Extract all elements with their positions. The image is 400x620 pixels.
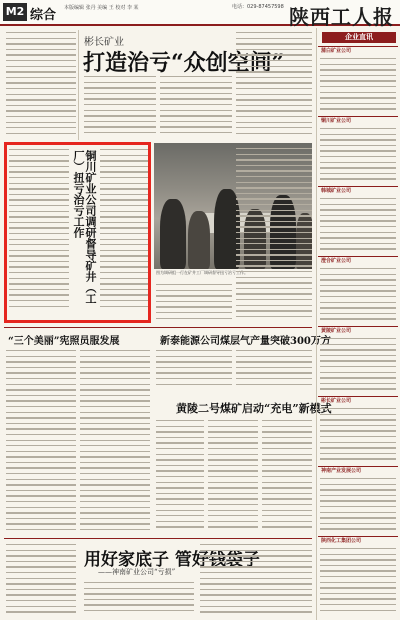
lead-article-col-1 xyxy=(84,74,156,140)
lead-article-col-3 xyxy=(236,30,312,140)
right-column-section-bar: 澄合矿业公司 xyxy=(318,256,398,264)
masthead xyxy=(0,0,400,29)
right-column-section-bar: 陕西化工集团公司 xyxy=(318,536,398,544)
right-column-section-bar: 蒲白矿业公司 xyxy=(318,46,398,54)
lead-kicker: 彬长矿业 xyxy=(84,37,124,48)
right-column-brief xyxy=(320,56,396,112)
section-title: 综合 xyxy=(30,8,57,23)
box-article-text xyxy=(9,147,69,313)
edition-info: 本版编辑 张丹 美编 王 校对 李 某 xyxy=(64,5,139,11)
photo-person xyxy=(188,211,210,269)
story4-article-col-2 xyxy=(200,542,312,618)
lead-article-continued xyxy=(156,282,232,322)
feature-headline: “三个美丽”宪照员服发展 xyxy=(8,336,120,347)
right-column-brief xyxy=(320,476,396,532)
photo-caption: 图为调研组一行在矿井工厂调研督导扭亏治亏工作。 xyxy=(156,270,248,275)
story2-article-col-1 xyxy=(156,348,232,392)
feature-article-col-2 xyxy=(80,348,150,534)
left-top-article xyxy=(6,30,76,140)
page-number-badge: M2 xyxy=(3,3,27,21)
story2-article-col-2 xyxy=(236,348,312,392)
lead-article-col-2 xyxy=(160,74,232,140)
right-column-header: 企业直讯 xyxy=(322,32,396,43)
right-column-brief xyxy=(320,336,396,392)
story4-article-col-1 xyxy=(84,580,194,618)
story3-headline: 黄陵二号煤矿启动“充电”新模式 xyxy=(176,402,332,415)
right-column-section-bar: 铜川矿业公司 xyxy=(318,116,398,124)
contact-info: 电话：029-87457598 xyxy=(232,4,284,10)
right-column-section-bar: 韩城矿业公司 xyxy=(318,186,398,194)
right-column-brief xyxy=(320,546,396,616)
story3-article-col-3 xyxy=(262,418,312,534)
column-rule xyxy=(78,30,79,140)
right-column-section-bar: 黄陵矿业公司 xyxy=(318,326,398,334)
story2-headline: 新泰能源公司煤层气产量突破300万方 xyxy=(160,336,331,347)
right-column-brief xyxy=(320,406,396,462)
bottom-left-article xyxy=(6,542,76,616)
box-article-text-2 xyxy=(100,147,148,313)
right-mid-article xyxy=(236,146,312,322)
right-column-section-bar: 彬长矿业公司 xyxy=(318,396,398,404)
box-vertical-headline: 铜川矿业公司调研督导矿井（工厂）扭亏治亏工作 xyxy=(72,150,97,304)
section-rule xyxy=(4,538,312,539)
section-rule xyxy=(4,327,312,328)
story4-headline: 用好家底子 管好钱袋子 xyxy=(84,550,260,570)
photo-person xyxy=(160,199,186,269)
right-column-brief xyxy=(320,266,396,322)
lead-headline: 打造治亏“众创空间” xyxy=(83,50,285,76)
story3-article-col-2 xyxy=(208,418,258,534)
story4-subhead: ——神南矿业公司“亏损” xyxy=(98,568,176,576)
right-column-brief xyxy=(320,196,396,252)
newspaper-logo: 陕西工人报 xyxy=(289,5,394,29)
feature-article-col-1 xyxy=(6,348,76,534)
story3-article-col-1 xyxy=(156,418,204,534)
right-column-section-bar: 神南产业发展公司 xyxy=(318,466,398,474)
right-column-brief xyxy=(320,126,396,182)
